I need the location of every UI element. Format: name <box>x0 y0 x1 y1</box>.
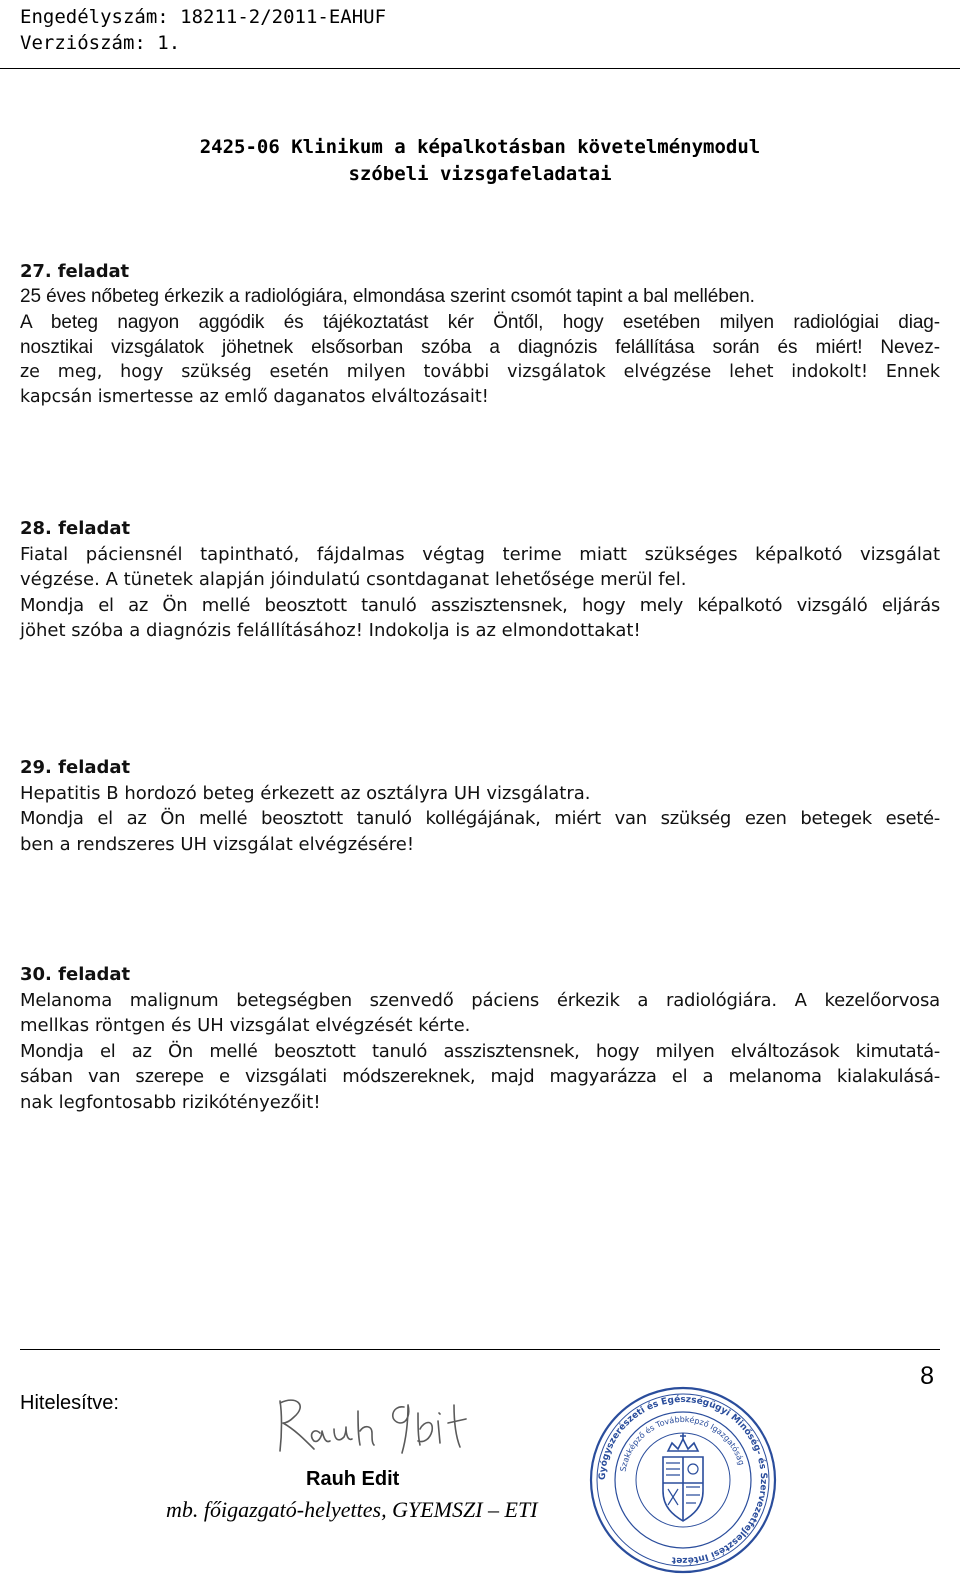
title-line-2: szóbeli vizsgafeladatai <box>348 163 612 185</box>
svg-text:Szakképző és Továbbképző Igazg: Szakképző és Továbbképző Igazgatóság <box>618 1414 746 1473</box>
version-number: Verziószám: 1. <box>20 32 181 54</box>
authentication-label: Hitelesítve: <box>20 1392 119 1414</box>
task-line: sában van szerepe e vizsgálati módszereknek, majd magyarázza el a melanoma kialakulásá- <box>20 1066 940 1087</box>
task-line: Fiatal páciensnél tapintható, fájdalmas végtag terime miatt szükséges képalkotó vizsgálat <box>20 543 940 565</box>
signer-name: Rauh Edit <box>306 1468 400 1490</box>
task-line: nak legfontosabb rizikótényezőit! <box>20 1091 321 1113</box>
signer-title: mb. főigazgató-helyettes, GYEMSZI – ETI <box>166 1497 538 1522</box>
license-number: Engedélyszám: 18211-2/2011-EAHUF <box>20 6 387 28</box>
task-line: nosztikai vizsgálatok jöhetnek elsősorban szóba a diagnózis felállítása során és miért! Nevez- <box>20 336 940 358</box>
task-line: Mondja el az Ön mellé beosztott tanuló asszisztensnek, hogy milyen elváltozások kimutatá- <box>20 1040 940 1062</box>
task-number: 28. feladat <box>20 518 131 539</box>
task-30 <box>20 962 940 1115</box>
title-line-1: 2425-06 Klinikum a képalkotásban követelménymodul <box>199 136 761 158</box>
task-line: A beteg nagyon aggódik és tájékoztatást kér Öntől, hogy esetében milyen radiológiai diag- <box>20 311 940 333</box>
task-line: ben a rendszeres UH vizsgálat elvégzésére! <box>20 833 415 855</box>
task-27 <box>20 259 940 411</box>
task-line: végzése. A tünetek alapján jóindulatú csontdaganat lehetősége merül fel. <box>20 569 687 590</box>
svg-text:Gyógyszerészeti és Egészségügy: Gyógyszerészeti és Egészségügyi Minőség- és Szervezetfejlesztési Intézet <box>597 1394 769 1566</box>
handwritten-signature <box>268 1393 478 1463</box>
footer-divider <box>20 1349 940 1350</box>
task-line: ze meg, hogy szükség esetén milyen további vizsgálatok elvégzése lehet indokolt! Ennek <box>20 362 940 383</box>
task-number: 29. feladat <box>20 757 131 778</box>
task-line: 25 éves nőbeteg érkezik a radiológiára, elmondása szerint csomót tapint a bal mellében. <box>20 286 755 308</box>
page-number: 8 <box>920 1362 934 1390</box>
task-line: kapcsán ismertesse az emlő daganatos elváltozásait! <box>20 387 489 408</box>
document-title <box>0 134 960 188</box>
task-line: Mondja el az Ön mellé beosztott tanuló asszisztensnek, hogy mely képalkotó vizsgáló eljárás <box>20 594 940 616</box>
document-header <box>20 4 940 56</box>
task-number: 30. feladat <box>20 964 131 985</box>
header-divider <box>0 68 960 69</box>
task-line: jöhet szóba a diagnózis felállításához! Indokolja is az elmondottakat! <box>20 620 641 641</box>
task-line: Hepatitis B hordozó beteg érkezett az osztályra UH vizsgálatra. <box>20 782 591 804</box>
task-28 <box>20 516 940 644</box>
task-29 <box>20 755 940 857</box>
official-seal <box>588 1385 778 1575</box>
task-line: mellkas röntgen és UH vizsgálat elvégzését kérte. <box>20 1015 471 1036</box>
task-number: 27. feladat <box>20 261 130 282</box>
task-line: Mondja el az Ön mellé beosztott tanuló kollégájának, miért van szükség ezen betegek eseté- <box>20 808 940 829</box>
task-line: Melanoma malignum betegségben szenvedő páciens érkezik a radiológiára. A kezelőorvosa <box>20 989 940 1011</box>
